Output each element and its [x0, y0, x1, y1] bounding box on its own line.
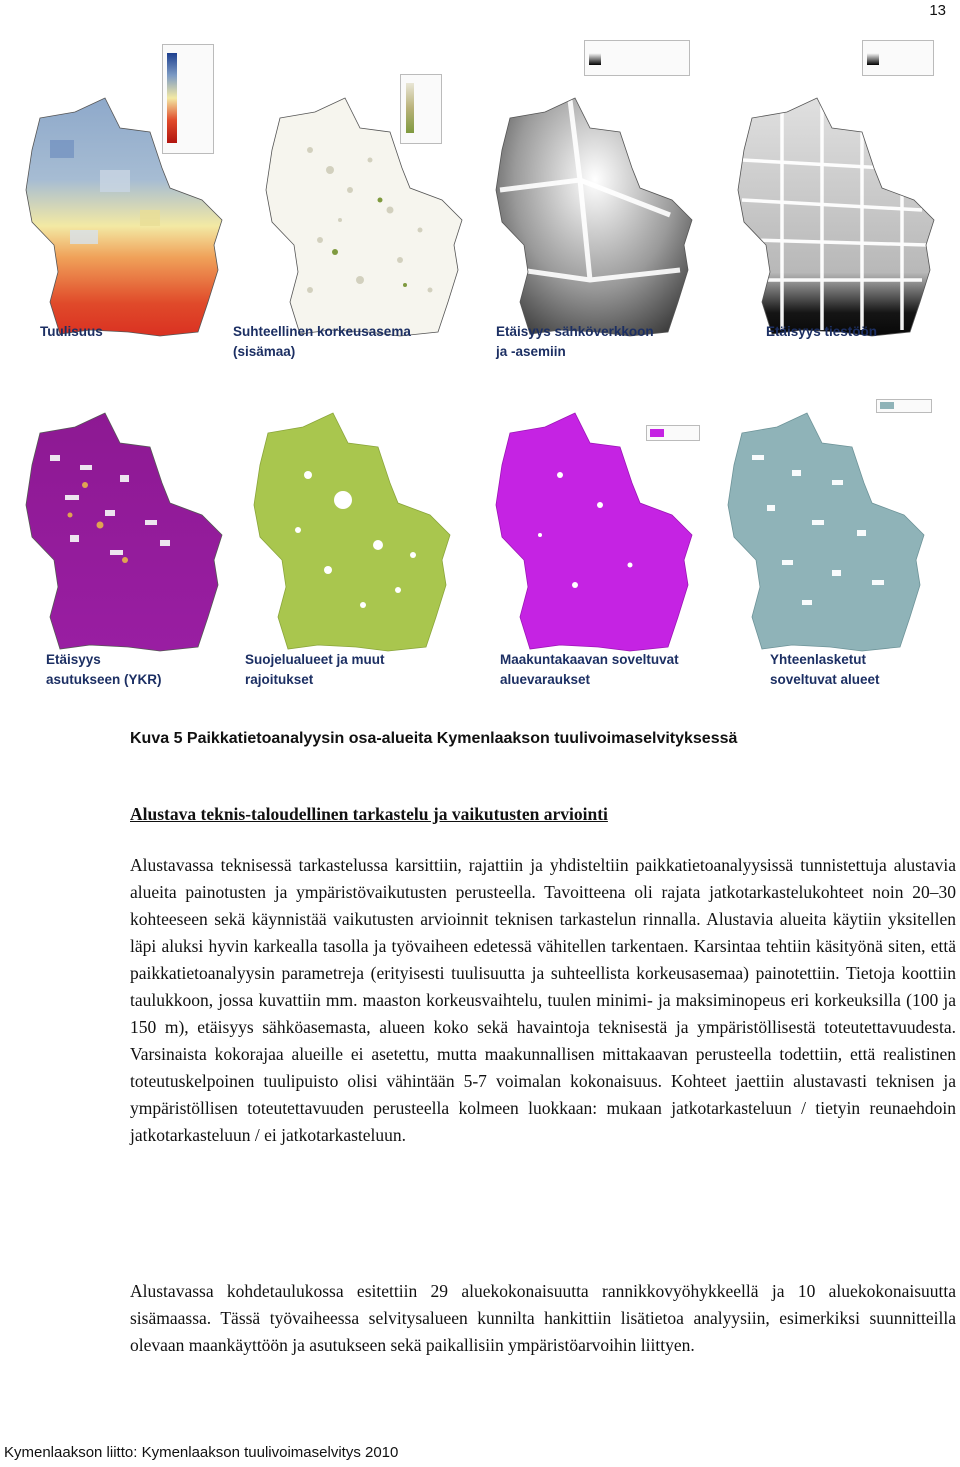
road-distance-map: [722, 40, 952, 350]
page-number: 13: [929, 2, 946, 19]
regional-plan-legend: [646, 425, 700, 441]
map-label-wind: Tuulisuus: [40, 324, 103, 339]
grid-legend: [584, 40, 690, 76]
map-label-combined: Yhteenlasketut soveltuvat alueet: [770, 652, 880, 687]
body-paragraph-1: Alustavassa teknisessä tarkastelussa karsittiin, rajattiin ja yhdisteltiin paikkatietoanalyysissä tunnistettuja alustavia alueita painotusten ja ympäristövaikutusten perusteella. Tavoitteena oli rajata jatkotarkastelukohteet noin 20–30 kohteeseen sekä käynnistää vaikutusten arvioinnit teknisen tarkastelun rinnalla. Alustavia alueita käytiin yksitellen läpi aluksi hyvin karkealla tasolla ja työvaiheen edetessä vähitellen tarkentaen. Karsintaa tehtiin käsityönä siten, että paikkatietoanalyysin parametreja (erityisesti tuulisuutta ja suhteellista korkeusasemaa) painotettiin. Tietoja koottiin taulukkoon, jossa kuvattiin mm. maaston korkeusvaihtelu, tuulen minimi- ja maksiminopeus eri korkeuksilla (100 ja 150 m), etäisyys sähköasemasta, alueen koko sekä havaintoja teknisestä ja ympäristöllisestä toteutettavuudesta. Varsinaista kokorajaa alueille ei asetettu, mutta maakunnallisen mittakaavan perusteella todettiin, että realistinen toteutuskelpoinen tuulipuisto olisi vähintään 5-7 voimalan kokonaisuus. Kohteet jaettiin alustavasti teknisen ja ympäristöllisen toteutettavuuden perusteella kolmeen luokkaan: mukaan jatkotarkasteluun / tietyin reunaehdoin jatkotarkasteluun / ei jatkotarkasteluun.: [130, 855, 956, 1145]
elevation-map: [250, 40, 480, 350]
grid-distance-map: [480, 40, 710, 350]
page-footer: Kymenlaakson liitto: Kymenlaakson tuulivoimaselvitys 2010: [4, 1444, 399, 1461]
settlement-distance-map: [10, 355, 240, 665]
elevation-legend: [400, 74, 442, 144]
body-paragraph-2: Alustavassa kohdetaulukossa esitettiin 29 aluekokonaisuutta rannikkovyöhykkeellä ja 10 aluekokonaisuutta sisämaassa. Tässä työvaiheessa selvitysalueen kunnilta hankittiin lisätietoa analyysiin, esimerkiksi suunnitteilla olevaan maankäyttöön ja asutukseen sekä paikallisiin ympäristöarvoihin liittyen.: [130, 1281, 956, 1355]
section-heading: Alustava teknis-taloudellinen tarkastelu ja vaikutusten arviointi: [130, 804, 608, 824]
combined-suitable-map: [712, 355, 942, 665]
map-label-elevation: Suhteellinen korkeusasema (sisämaa): [233, 324, 411, 359]
wind-map: [10, 40, 240, 350]
map-figure: [0, 0, 960, 700]
map-label-road: Etäisyys tiestöön: [766, 324, 878, 339]
regional-plan-map: [480, 355, 710, 665]
road-legend: [862, 40, 934, 76]
combined-legend: [876, 399, 932, 413]
map-label-regional-plan: Maakuntakaavan soveltuvat aluevaraukset: [500, 652, 679, 687]
wind-legend: [162, 44, 214, 154]
figure-caption: Kuva 5 Paikkatietoanalyysin osa-alueita Kymenlaakson tuulivoimaselvityksessä: [130, 730, 738, 747]
protected-areas-map: [238, 355, 468, 665]
map-label-protected: Suojelualueet ja muut rajoitukset: [245, 652, 385, 687]
map-label-grid: Etäisyys sähköverkkoon ja -asemiin: [496, 324, 654, 359]
map-label-settlement: Etäisyys asutukseen (YKR): [46, 652, 162, 687]
